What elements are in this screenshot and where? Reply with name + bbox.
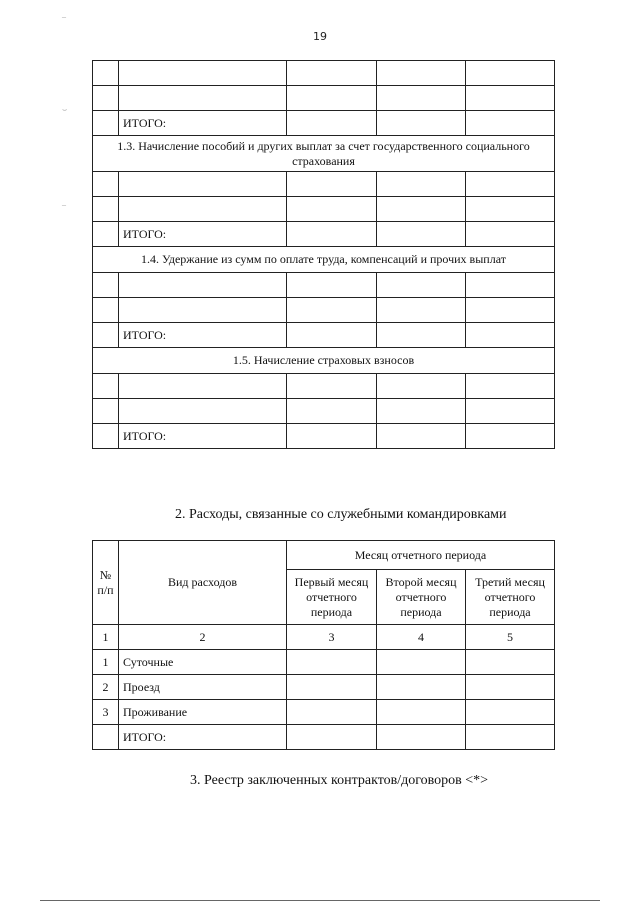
total-label: ИТОГО: [119, 111, 287, 136]
col-header-month-3: Третий месяц отчетного периода [466, 570, 555, 625]
table-row [93, 399, 555, 424]
index-row [93, 625, 555, 650]
table-row [93, 172, 555, 197]
total-row [93, 424, 555, 449]
section-title-1-5: 1.5. Начисление страховых взносов [93, 348, 555, 374]
row-number: 3 [93, 700, 119, 725]
table-row [93, 86, 555, 111]
total-row [93, 111, 555, 136]
row-label: Проживание [119, 700, 287, 725]
row-number: 2 [93, 675, 119, 700]
total-label: ИТОГО: [119, 725, 287, 750]
table-row [93, 700, 555, 725]
total-row [93, 725, 555, 750]
table-row [93, 273, 555, 298]
col-header-type: Вид расходов [119, 541, 287, 625]
col-header-num: № п/п [93, 541, 119, 625]
section-row [93, 136, 555, 172]
section-row [93, 348, 555, 374]
payroll-table [92, 60, 555, 449]
page-bottom-rule [40, 900, 600, 901]
row-number: 1 [93, 650, 119, 675]
row-label: Проезд [119, 675, 287, 700]
section-title-1-4: 1.4. Удержание из сумм по оплате труда, компенсаций и прочих выплат [93, 247, 555, 273]
total-label: ИТОГО: [119, 323, 287, 348]
section-2-heading: 2. Расходы, связанные со служебными командировками [175, 507, 507, 522]
section-title-1-3: 1.3. Начисление пособий и других выплат за счет государственного социального страхования [93, 136, 555, 172]
total-row [93, 323, 555, 348]
table-row [93, 374, 555, 399]
col-index: 2 [119, 625, 287, 650]
scan-mark: ⌣ [62, 105, 68, 114]
table-row [93, 650, 555, 675]
table-row [93, 197, 555, 222]
col-header-month-2: Второй месяц отчетного периода [377, 570, 466, 625]
table-row [93, 298, 555, 323]
section-3-heading: 3. Реестр заключенных контрактов/договоров <*> [190, 773, 489, 788]
col-header-month-1: Первый месяц отчетного периода [287, 570, 377, 625]
total-label: ИТОГО: [119, 424, 287, 449]
scan-mark: – [62, 12, 66, 21]
table-row [93, 61, 555, 86]
row-label: Суточные [119, 650, 287, 675]
col-index: 4 [377, 625, 466, 650]
travel-expenses-table [92, 540, 555, 750]
page-number: 19 [313, 30, 327, 43]
table-row [93, 675, 555, 700]
col-index: 1 [93, 625, 119, 650]
section-row [93, 247, 555, 273]
total-label: ИТОГО: [119, 222, 287, 247]
scan-mark: – [62, 200, 66, 209]
col-header-month: Месяц отчетного периода [287, 541, 555, 570]
col-index: 3 [287, 625, 377, 650]
total-row [93, 222, 555, 247]
header-row [93, 541, 555, 570]
col-index: 5 [466, 625, 555, 650]
